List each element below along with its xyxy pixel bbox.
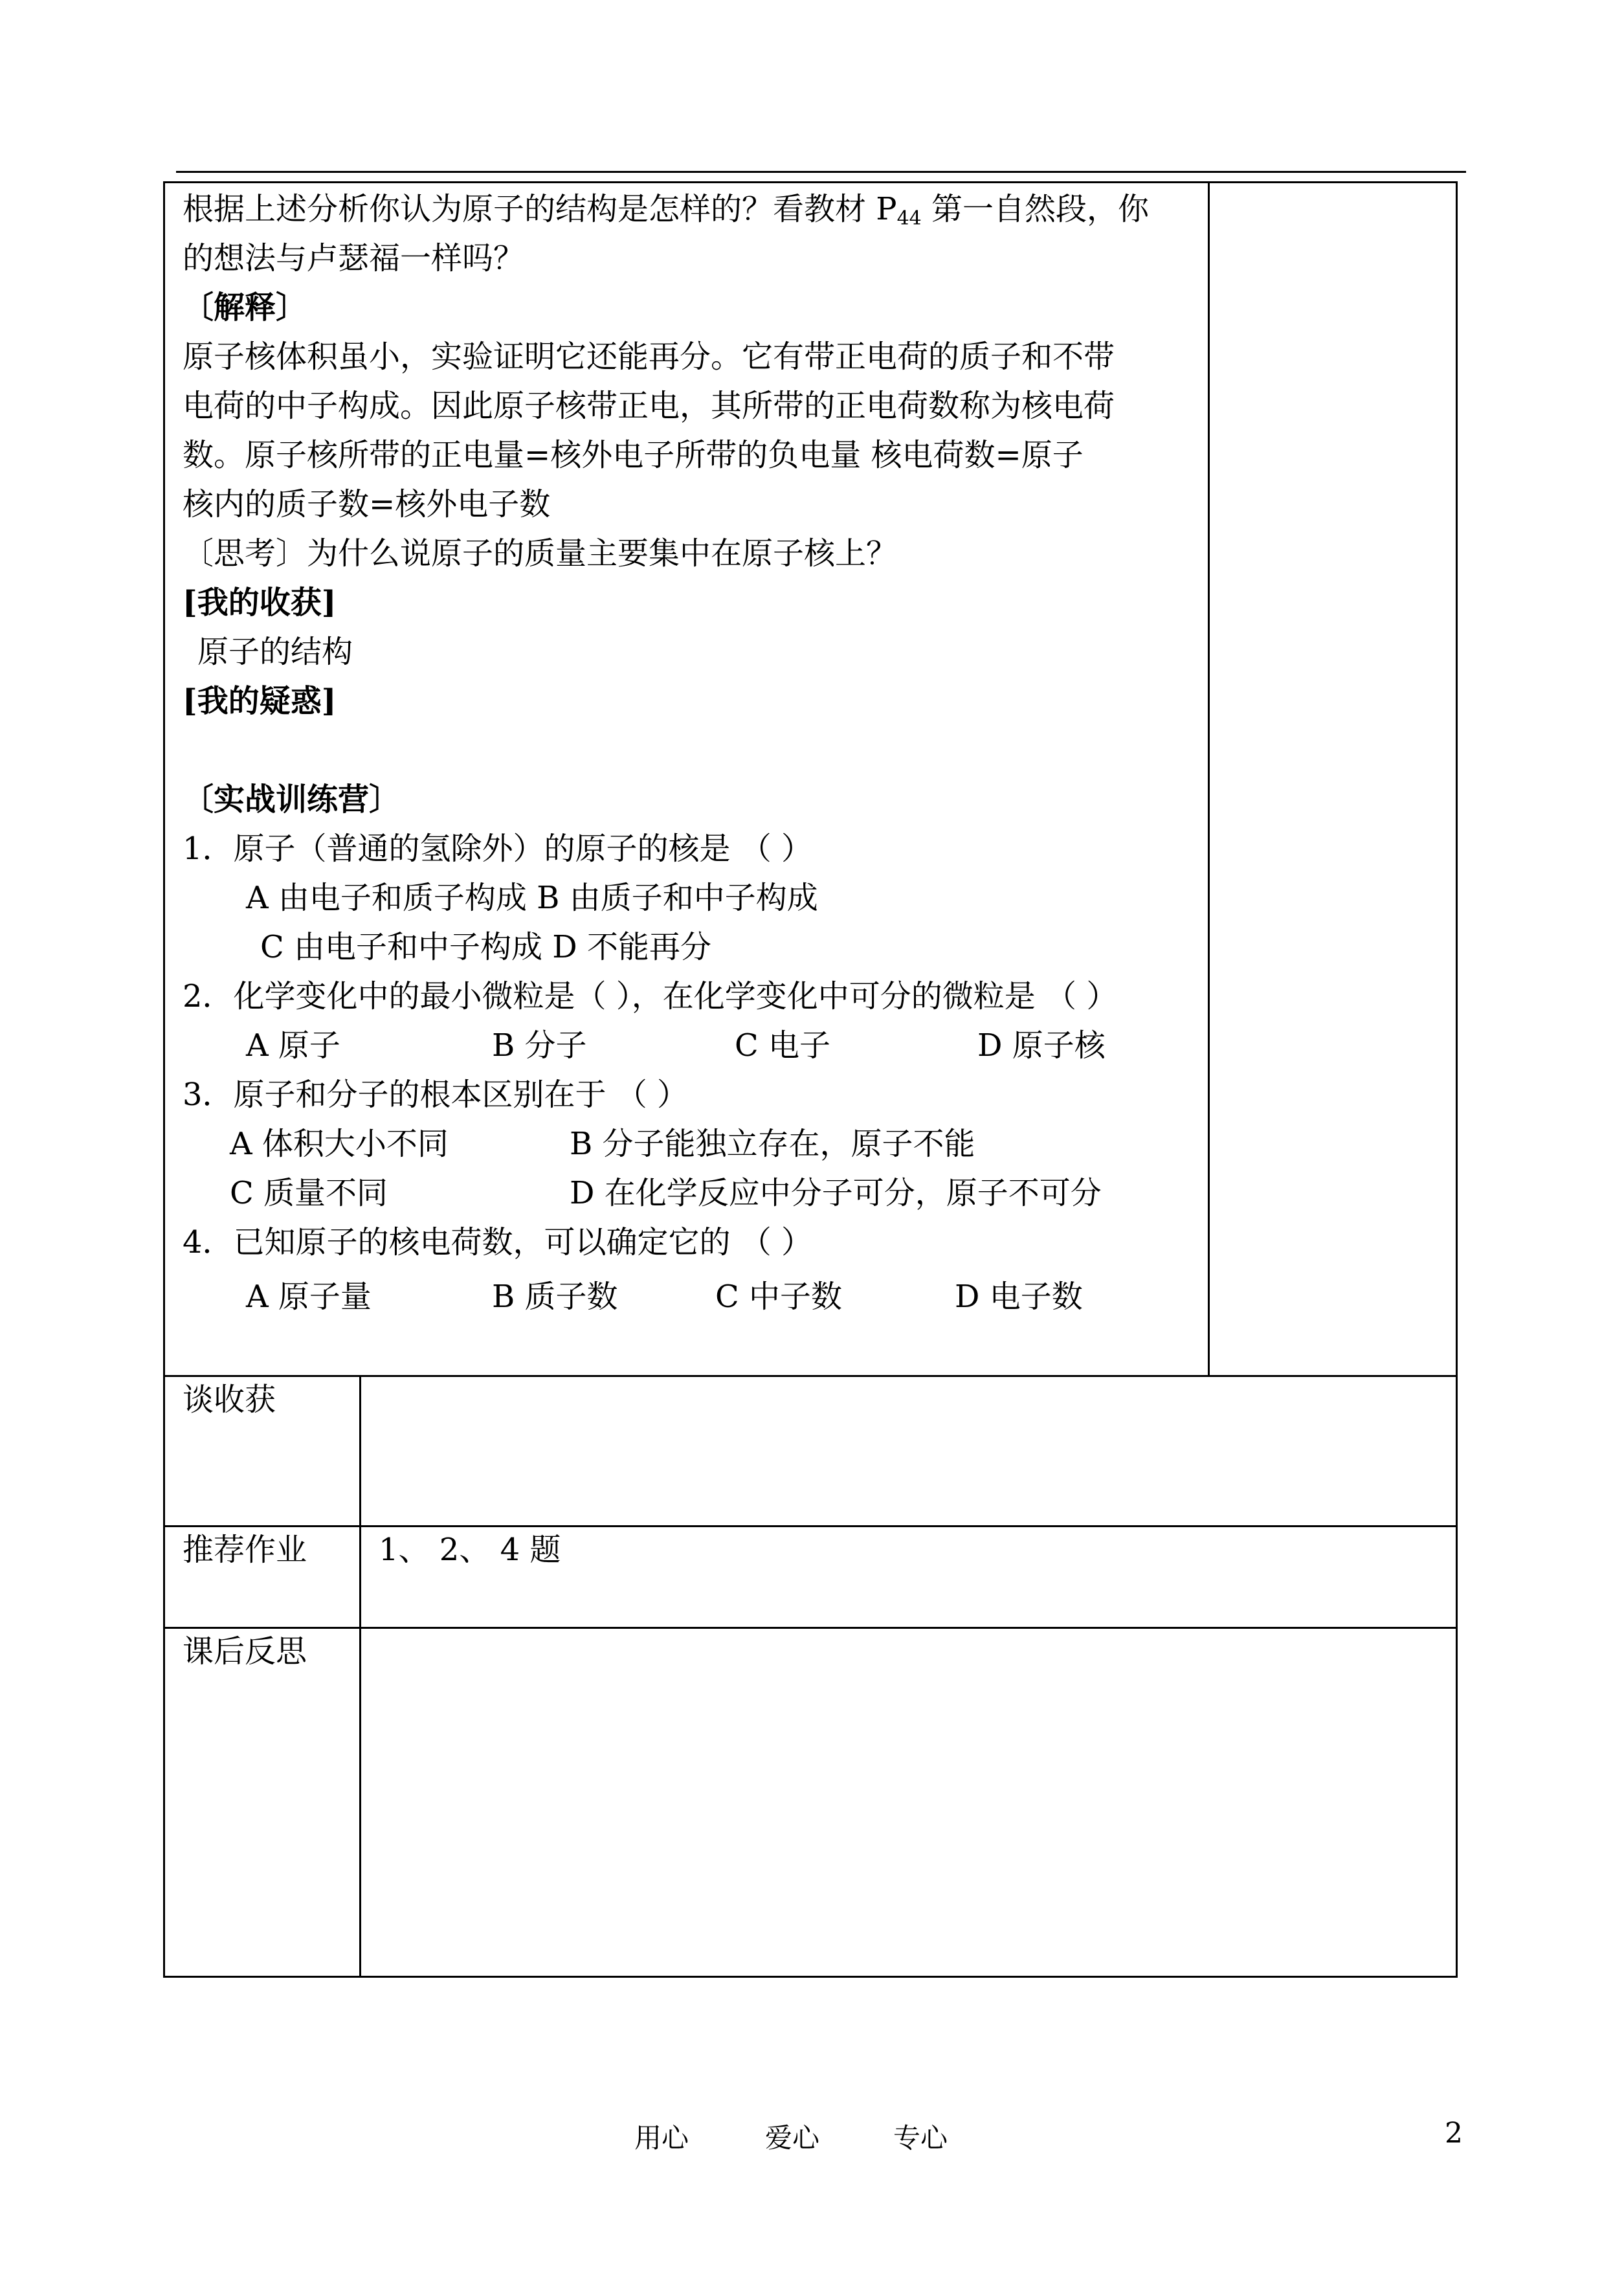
homework-label: 推荐作业 [183, 1532, 307, 1568]
header-rule [176, 171, 1466, 173]
gain-heading: [我的收获] [183, 585, 337, 621]
question-2-option-a: A 原子 [246, 1027, 340, 1064]
question-2-option-c: C 电子 [735, 1027, 830, 1064]
think-question: 〔思考〕为什么说原子的质量主要集中在原子核上？ [183, 535, 898, 572]
footer-word-1: 用心 [634, 2122, 689, 2154]
page-number: 2 [1445, 2117, 1463, 2150]
question-3-option-d: D 在化学反应中分子可分，原子不可分 [570, 1175, 1102, 1211]
reflection-label: 课后反思 [183, 1633, 307, 1670]
question-4-option-d: D 电子数 [955, 1279, 1083, 1315]
question-3: 3．原子和分子的根本区别在于 （ ） [183, 1077, 689, 1113]
question-line-1: 根据上述分析你认为原子的结构是怎样的？看教材 $P_{44}$ 第一自然段，你 [183, 191, 1150, 230]
explain-line-3: 数。原子核所带的正电量=核外电子所带的负电量 核电荷数=原子 [183, 437, 1084, 473]
question-1-options-cd: C 由电子和中子构成 D 不能再分 [260, 929, 711, 965]
question-4-option-a: A 原子量 [246, 1279, 372, 1315]
explain-line-2: 电荷的中子构成。因此原子核带正电，其所带的正电荷数称为核电荷 [183, 388, 1115, 424]
gain-item: 原子的结构 [197, 634, 353, 670]
footer-word-2: 爱心 [765, 2122, 820, 2154]
homework-value: 1、 2、 4 题 [379, 1532, 561, 1568]
question-1: 1．原子（普通的氢除外）的原子的核是 （ ） [183, 831, 813, 867]
question-4: 4．已知原子的核电荷数，可以确定它的 （ ） [183, 1224, 813, 1260]
page-ref-subscript: 44 [896, 207, 922, 230]
question-2-option-d: D 原子核 [977, 1027, 1106, 1064]
question-3-option-c: C 质量不同 [230, 1175, 388, 1211]
practice-heading: 〔实战训练营〕 [183, 781, 401, 818]
summary-label: 谈收获 [183, 1381, 276, 1418]
question-1-options-ab: A 由电子和质子构成 B 由质子和中子构成 [246, 880, 818, 916]
question-3-option-b: B 分子能独立存在，原子不能 [570, 1126, 975, 1162]
question-line-2: 的想法与卢瑟福一样吗？ [183, 240, 525, 276]
explain-heading: 〔解释〕 [183, 289, 307, 326]
question-4-option-c: C 中子数 [715, 1279, 842, 1315]
question-2-option-b: B 分子 [492, 1027, 587, 1064]
explain-line-1: 原子核体积虽小，实验证明它还能再分。它有带正电荷的质子和不带 [183, 339, 1115, 375]
question-2: 2．化学变化中的最小微粒是（ ），在化学变化中可分的微粒是 （ ） [183, 978, 1118, 1014]
question-3-option-a: A 体积大小不同 [230, 1126, 449, 1162]
question-4-option-b: B 质子数 [492, 1279, 618, 1315]
doubt-heading: [我的疑惑] [183, 683, 337, 719]
explain-line-4: 核内的质子数=核外电子数 [183, 486, 551, 522]
footer-word-3: 专心 [893, 2122, 948, 2154]
